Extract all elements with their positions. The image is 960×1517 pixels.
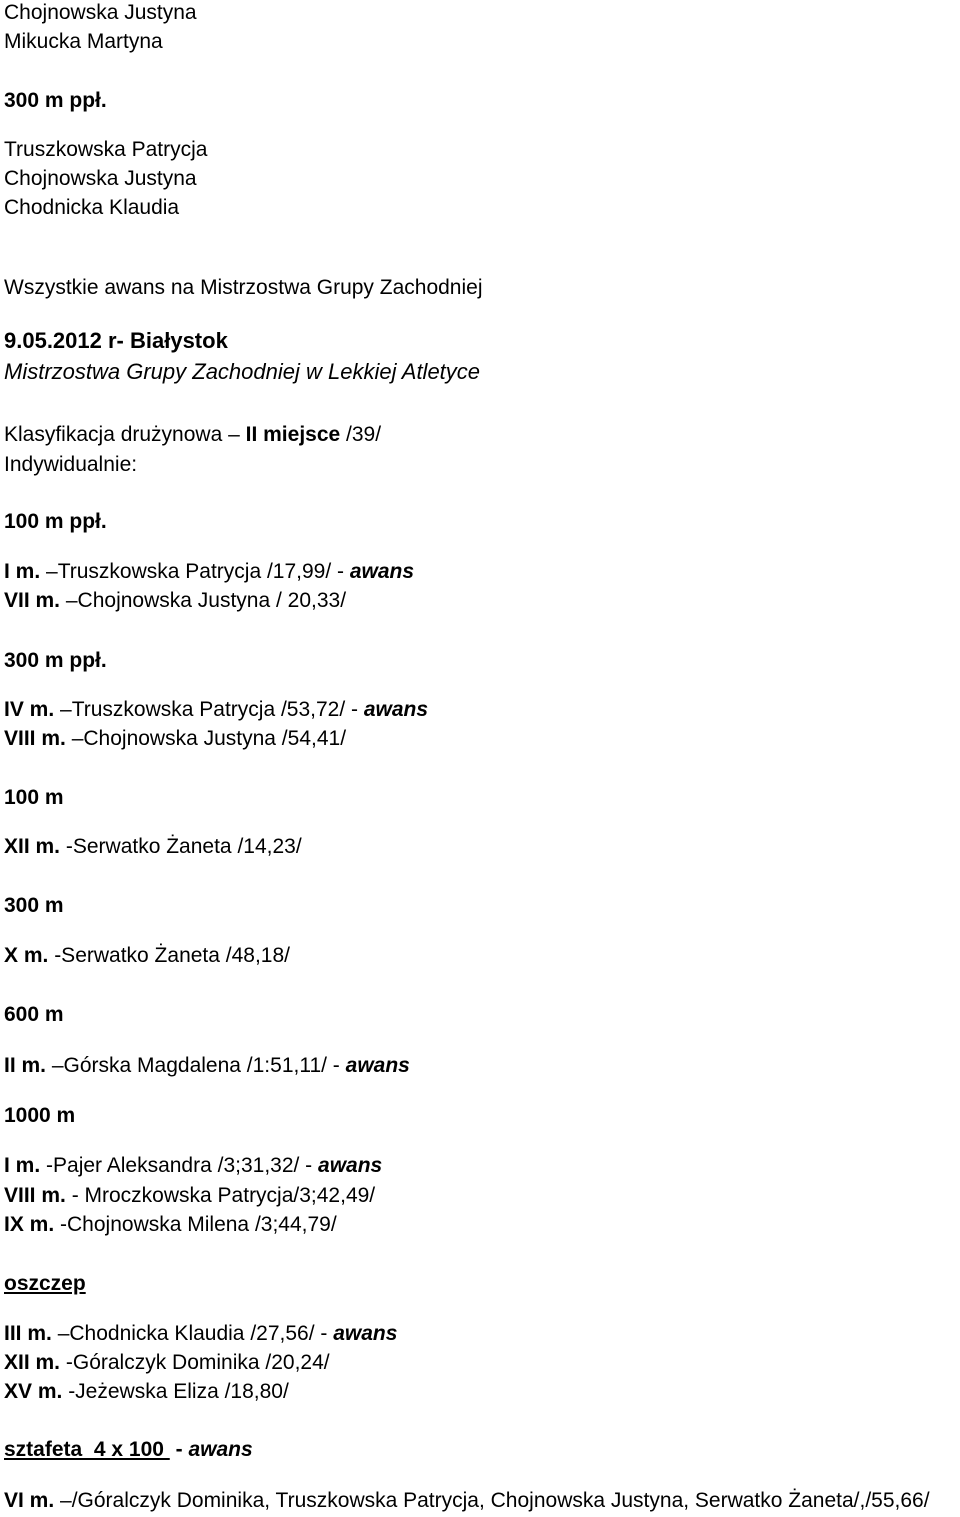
result-text: -Serwatko Żaneta /14,23/: [60, 835, 302, 858]
event-heading: 100 m: [4, 786, 64, 809]
result-place: X m.: [4, 944, 49, 967]
event-heading: 300 m: [4, 894, 64, 917]
result-place: IX m.: [4, 1213, 55, 1236]
result-line: [4, 1153, 382, 1179]
result-award: awans: [333, 1322, 398, 1345]
result-place: I m.: [4, 1154, 41, 1177]
result-place: I m.: [4, 560, 41, 583]
team-class-place: II miejsce: [245, 423, 341, 446]
relay-award: awans: [188, 1438, 253, 1461]
result-line: [4, 697, 428, 723]
event-heading: oszczep: [4, 1272, 86, 1295]
result-line: [4, 1212, 337, 1238]
relay-heading: [4, 1437, 253, 1463]
name-line: Mikucka Martyna: [4, 30, 163, 53]
relay-title: sztafeta 4 x 100: [4, 1438, 170, 1461]
result-line: [4, 588, 346, 614]
result-text: –Truszkowska Patrycja /53,72/ -: [54, 698, 364, 721]
result-award: awans: [318, 1154, 383, 1177]
event-heading: 300 m ppł.: [4, 89, 107, 112]
name-line: Chojnowska Justyna: [4, 1, 197, 24]
event-heading: 100 m ppł.: [4, 510, 107, 533]
result-text: -Serwatko Żaneta /48,18/: [48, 944, 290, 967]
advance-note: Wszystkie awans na Mistrzostwa Grupy Zachodniej: [4, 276, 483, 299]
result-award: awans: [345, 1054, 410, 1077]
result-place: IV m.: [4, 698, 55, 721]
result-text: –Chojnowska Justyna / 20,33/: [60, 589, 347, 612]
relay-sep: -: [169, 1438, 189, 1461]
team-class-prefix: Klasyfikacja drużynowa –: [4, 423, 246, 446]
result-text: -Chojnowska Milena /3;44,79/: [54, 1213, 337, 1236]
result-line: [4, 726, 346, 752]
result-text: -Góralczyk Dominika /20,24/: [60, 1351, 330, 1374]
result-text: - Mroczkowska Patrycja/3;42,49/: [65, 1184, 376, 1207]
result-place: III m.: [4, 1322, 52, 1345]
result-line: [4, 1488, 930, 1514]
result-line: [4, 943, 290, 969]
result-line: [4, 1350, 330, 1376]
result-place: VIII m.: [4, 727, 66, 750]
result-place: VI m.: [4, 1489, 55, 1512]
result-place: XII m.: [4, 835, 61, 858]
meeting-date-place: 9.05.2012 r- Białystok: [4, 328, 228, 353]
result-text: –Górska Magdalena /1:51,11/ -: [46, 1054, 346, 1077]
result-place: II m.: [4, 1054, 47, 1077]
result-line: [4, 1321, 397, 1347]
result-text: –Truszkowska Patrycja /17,99/ -: [40, 560, 350, 583]
team-classification: [4, 422, 381, 448]
individual-label: Indywidualnie:: [4, 453, 138, 476]
result-award: awans: [363, 698, 429, 721]
event-heading: 300 m ppł.: [4, 649, 107, 672]
result-place: VIII m.: [4, 1184, 66, 1207]
name-line: Chojnowska Justyna: [4, 167, 197, 190]
result-text: –Chojnowska Justyna /54,41/: [65, 727, 347, 750]
result-text: –Chodnicka Klaudia /27,56/ -: [51, 1322, 334, 1345]
result-text: -Jeżewska Eliza /18,80/: [62, 1380, 289, 1403]
name-line: Truszkowska Patrycja: [4, 138, 208, 161]
result-award: awans: [349, 560, 415, 583]
result-place: VII m.: [4, 589, 61, 612]
meeting-title: Mistrzostwa Grupy Zachodniej w Lekkiej Atletyce: [4, 359, 481, 384]
result-place: XII m.: [4, 1351, 61, 1374]
result-text: -Pajer Aleksandra /3;31,32/ -: [40, 1154, 319, 1177]
event-heading: 600 m: [4, 1003, 64, 1026]
result-line: [4, 1053, 410, 1079]
team-class-points: /39/: [340, 423, 382, 446]
result-line: [4, 1379, 289, 1405]
event-heading: 1000 m: [4, 1104, 76, 1127]
result-line: [4, 834, 302, 860]
name-line: Chodnicka Klaudia: [4, 196, 180, 219]
result-line: [4, 1183, 375, 1209]
result-text: –/Góralczyk Dominika, Truszkowska Patrycja, Chojnowska Justyna, Serwatko Żaneta/,/55,66/: [54, 1489, 930, 1512]
result-line: [4, 559, 414, 585]
result-place: XV m.: [4, 1380, 63, 1403]
